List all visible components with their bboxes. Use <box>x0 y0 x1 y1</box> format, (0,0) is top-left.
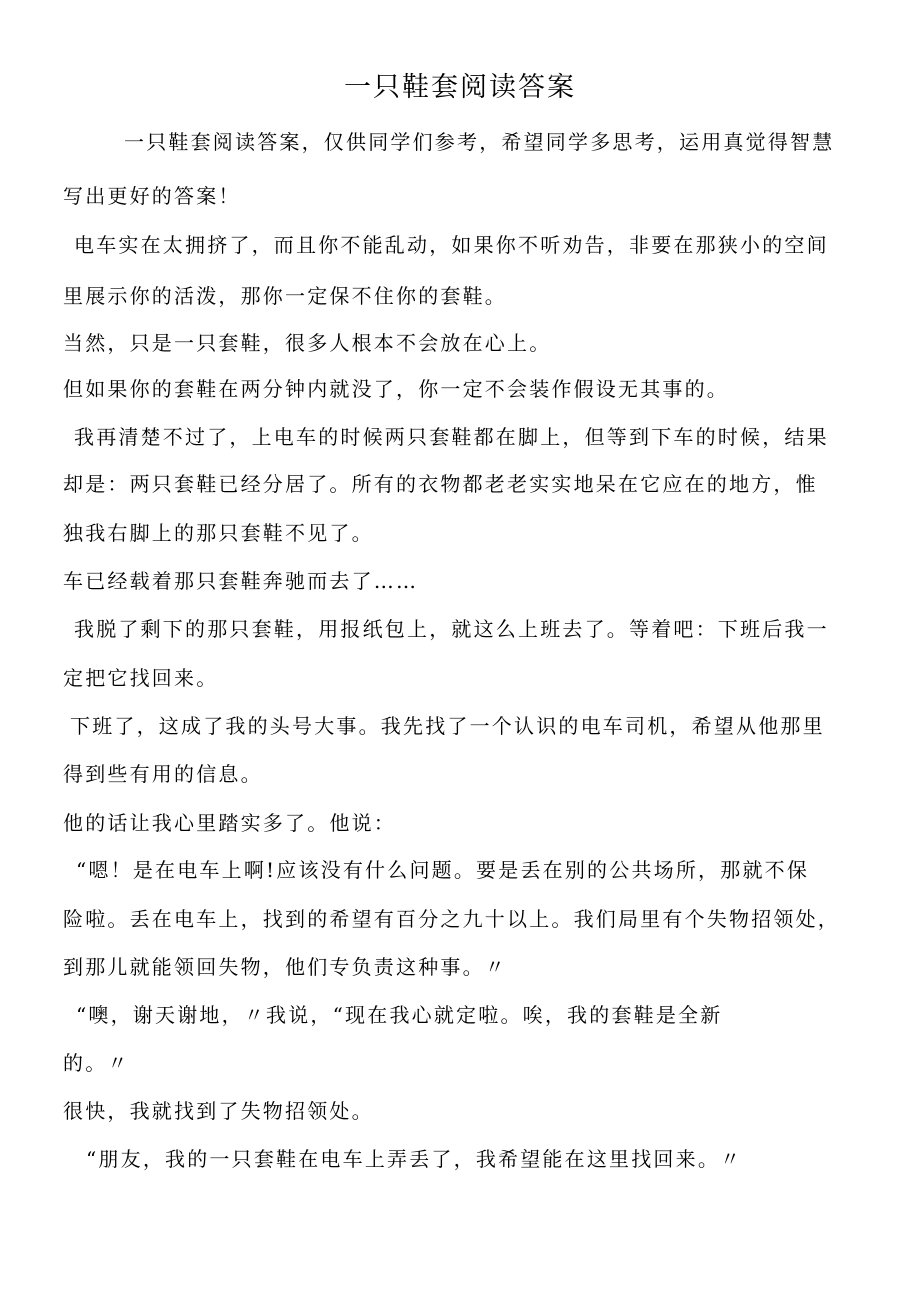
paragraph-line: 得到些有用的信息。 <box>63 762 263 786</box>
paragraph-line: 独我右脚上的那只套鞋不见了。 <box>63 521 374 545</box>
paragraph-line: 我再清楚不过了，上电车的时候两只套鞋都在脚上，但等到下车的时候，结果 <box>74 425 829 449</box>
paragraph-line: 他的话让我心里踏实多了。他说： <box>63 811 396 835</box>
paragraph-line: 很快，我就找到了失物招领处。 <box>63 1099 374 1123</box>
paragraph-line: 车已经载着那只套鞋奔驰而去了…… <box>63 569 419 593</box>
paragraph-line: 电车实在太拥挤了，而且你不能乱动，如果你不听劝告，非要在那狭小的空间 <box>74 233 829 257</box>
document-title: 一只鞋套阅读答案 <box>344 72 576 103</box>
paragraph-line: 我脱了剩下的那只套鞋，用报纸包上，就这么上班去了。等着吧：下班后我一 <box>74 617 829 641</box>
paragraph-line: 到那儿就能领回失物，他们专负责这种事。〃 <box>63 955 507 979</box>
paragraph-line: 定把它找回来。 <box>63 666 219 690</box>
paragraph-line: “噢，谢天谢地，〃我说，“现在我心就定啦。唉，我的套鞋是全新 <box>76 1003 723 1027</box>
paragraph-line: 里展示你的活泼，那你一定保不住你的套鞋。 <box>63 284 507 308</box>
paragraph-line: 下班了，这成了我的头号大事。我先找了一个认识的电车司机，希望从他那里 <box>70 714 825 738</box>
paragraph-line: 但如果你的套鞋在两分钟内就没了，你一定不会装作假设无其事的。 <box>63 377 729 401</box>
paragraph-line: 写出更好的答案！ <box>63 184 241 208</box>
paragraph-line: 险啦。丢在电车上，找到的希望有百分之九十以上。我们局里有个失物招领处， <box>63 907 840 931</box>
paragraph-line: “嗯！是在电车上啊!应该没有什么问题。要是丢在别的公共场所，那就不保 <box>76 858 810 882</box>
paragraph-line: “朋友，我的一只套鞋在电车上弄丢了，我希望能在这里找回来。〃 <box>86 1147 743 1171</box>
paragraph-line: 却是：两只套鞋已经分居了。所有的衣物都老老实实地呆在它应在的地方，惟 <box>63 472 818 496</box>
paragraph-line: 的。〃 <box>63 1051 130 1075</box>
paragraph-line: 当然，只是一只套鞋，很多人根本不会放在心上。 <box>63 331 552 355</box>
paragraph-line: 一只鞋套阅读答案，仅供同学们参考，希望同学多思考，运用真觉得智慧 <box>124 130 835 154</box>
